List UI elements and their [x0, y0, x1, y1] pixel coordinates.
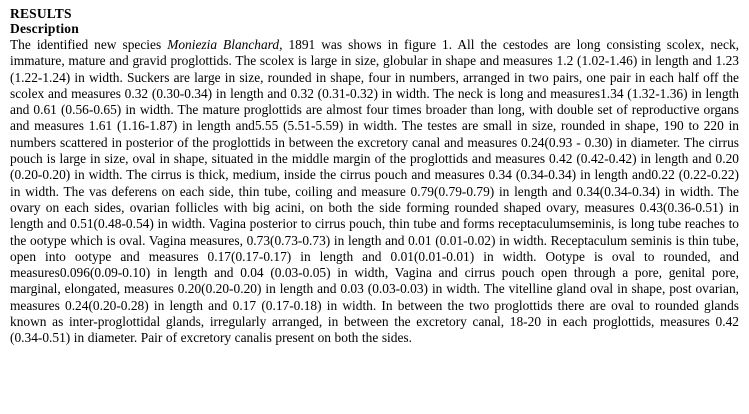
species-name: Moniezia Blanchard [167, 37, 280, 52]
description-paragraph: The identified new species Moniezia Blanchard, 1891 was shows in figure 1. All the cestodes are long consisting scolex, neck, immature, mature and gravid proglottids. The scolex is large in size, globular in shape and measures 1.2 (1.02-1.46) in length and 1.23 (1.22-1.24) in width. Suckers are large in size, rounded in shape, four in numbers, arranged in two pairs, one pair in each half off the scolex and measures 0.32 (0.30-0.34) in length and 0.32 (0.31-0.32) in width. The neck is long and measures1.34 (1.32-1.36) in length and 0.61 (0.56-0.65) in width. The mature proglottids are almost four times broader than long, with double set of reproductive organs and measures 1.61 (1.16-1.87) in length and5.55 (5.51-5.59) in width. The testes are small in size, rounded in shape, 190 to 220 in numbers scattered in posterior of the proglottids in between the excretory canal and measures 0.24(0.93 - 0.30) in diameter. The cirrus pouch is large in size, oval in shape, situated in the middle margin of the proglottids and measures 0.42 (0.42-0.42) in length and 0.20 (0.20-0.20) in width. The cirrus is thick, medium, inside the cirrus pouch and measures 0.34 (0.34-0.34) in length and0.22 (0.22-0.22) in width. The vas deferens on each side, thin tube, coiling and measure 0.79(0.79-0.79) in length and 0.34(0.34-0.34) in width. The ovary on each sides, ovarian follicles with big acini, on both the side forming rounded shaped ovary, measures 0.43(0.36-0.51) in length and 0.51(0.48-0.54) in width. Vagina posterior to cirrus pouch, thin tube and forms receptaculumseminis, is long tube reaches to the ootype which is oval. Vagina measures, 0.73(0.73-0.73) in length and 0.01 (0.01-0.02) in width. Receptaculum seminis is thin tube, open into ootype and measures 0.17(0.17-0.17) in length and 0.01(0.01-0.01) in width. Ootype is oval to rounded, and measures0.096(0.09-0.10) in length and 0.04 (0.03-0.05) in width, Vagina and cirrus pouch open through a pore, genital pore, marginal, elongated, measures 0.20(0.20-0.20) in length and 0.03 (0.03-0.03) in width. The vitelline gland oval in shape, post ovarian, measures 0.24(0.20-0.28) in length and 0.17 (0.17-0.18) in width. In between the two proglottids there are oval to rounded glands known as inter-proglottidal glands, irregularly arranged, in between the excretory canal, 18-20 in each proglottids, measures 0.42 (0.34-0.51) in diameter. Pair of excretory canalis present on both the sides. [10, 37, 739, 346]
section-heading-results: RESULTS [10, 6, 72, 21]
subsection-heading-description: Description [10, 21, 79, 36]
